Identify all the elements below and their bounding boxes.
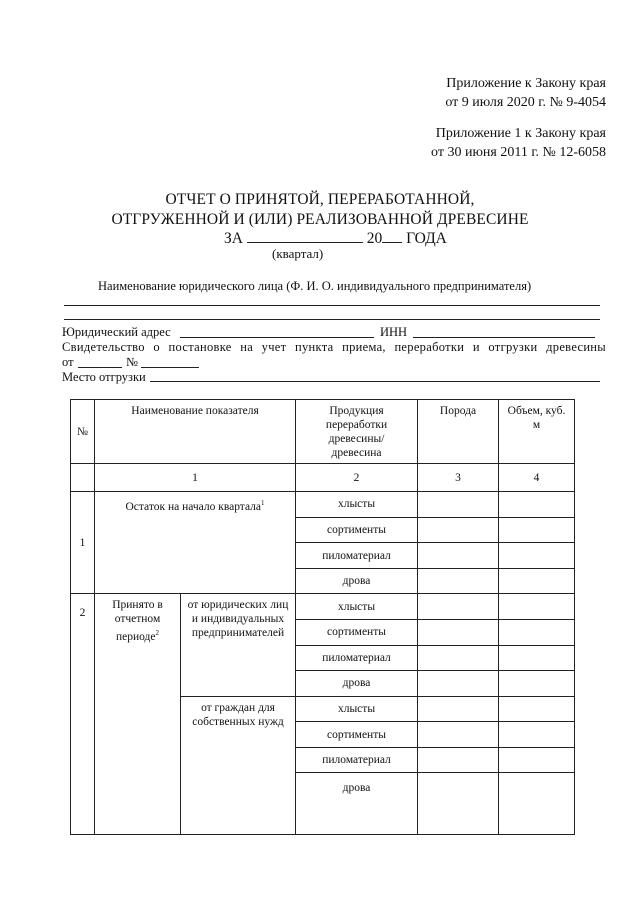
annex-current-line1: Приложение к Закону края xyxy=(446,76,606,91)
row2-sub1-volume-cell-3[interactable] xyxy=(499,645,575,671)
row2-sub2-species-cell-1[interactable] xyxy=(418,696,499,722)
row1-volume-cell-4[interactable] xyxy=(499,568,575,594)
row1-name xyxy=(95,492,296,594)
row2-sub1-volume-cell-1[interactable] xyxy=(499,594,575,620)
colnum-2: 2 xyxy=(296,464,418,492)
report-period-line xyxy=(224,228,447,249)
header-species: Порода xyxy=(418,400,499,464)
row2-name-text: Принято в отчетном периоде xyxy=(112,599,163,644)
row2-sub1-product-4: дрова xyxy=(296,671,418,697)
year-prefix: 20 xyxy=(366,230,383,247)
row1-volume-cell-3[interactable] xyxy=(499,543,575,569)
scan-artifact xyxy=(296,0,396,5)
row2-sub1-species-cell-1[interactable] xyxy=(418,594,499,620)
row2-sub1-product-1: хлысты xyxy=(296,594,418,620)
entity-name-field-2[interactable] xyxy=(64,319,600,320)
row1-num: 1 xyxy=(71,492,95,594)
shipment-place-label: Место отгрузки xyxy=(62,370,146,384)
header-num: № xyxy=(71,400,95,464)
annex-current-line2: от 9 июля 2020 г. № 9-4054 xyxy=(445,95,606,110)
row1-footnote: 1 xyxy=(261,499,265,508)
cert-from-label: от xyxy=(62,355,74,369)
row1-product-1: хлысты xyxy=(296,492,418,518)
row2-sub1-volume-cell-4[interactable] xyxy=(499,671,575,697)
row2-sub1-species-cell-4[interactable] xyxy=(418,671,499,697)
shipment-place-field[interactable] xyxy=(150,381,600,382)
annex-original-line1: Приложение 1 к Закону края xyxy=(435,126,606,141)
cert-date-field[interactable] xyxy=(78,367,122,368)
report-table xyxy=(70,399,575,835)
row1-product-2: сортименты xyxy=(296,517,418,543)
header-volume: Объем, куб. м xyxy=(499,400,575,464)
row1-volume-cell-1[interactable] xyxy=(499,492,575,518)
row2-name xyxy=(95,594,181,835)
row2-sub1-name: от юридических лиц и индивидуальных предпринимателей xyxy=(181,594,296,696)
report-title-line2: ОТГРУЖЕННОЙ И (ИЛИ) РЕАЛИЗОВАННОЙ ДРЕВЕСИНЕ xyxy=(111,211,529,228)
row1-product-4: дрова xyxy=(296,568,418,594)
inn-label: ИНН xyxy=(380,325,408,339)
row2-sub1-species-cell-3[interactable] xyxy=(418,645,499,671)
annex-original-line2: от 30 июня 2011 г. № 12-6058 xyxy=(431,145,606,160)
row2-sub2-volume-cell-1[interactable] xyxy=(499,696,575,722)
certificate-label: Свидетельство о постановке на учет пункта приема, переработки и отгрузки древесины xyxy=(62,340,606,354)
row2-sub2-product-3: пиломатериал xyxy=(296,747,418,773)
row2-num: 2 xyxy=(71,594,95,835)
row2-sub1-product-2: сортименты xyxy=(296,619,418,645)
legal-address-label: Юридический адрес xyxy=(62,325,171,339)
god-label: ГОДА xyxy=(406,230,447,247)
row1-volume-cell-2[interactable] xyxy=(499,517,575,543)
za-label: ЗА xyxy=(224,230,243,247)
row2-sub2-species-cell-4[interactable] xyxy=(418,773,499,835)
year-field[interactable] xyxy=(382,228,402,243)
row2-sub1-volume-cell-2[interactable] xyxy=(499,619,575,645)
header-indicator: Наименование показателя xyxy=(95,400,296,464)
quarter-field[interactable] xyxy=(247,228,363,243)
row2-sub2-volume-cell-3[interactable] xyxy=(499,747,575,773)
row2-sub2-product-4: дрова xyxy=(296,773,418,835)
report-title-line1: ОТЧЕТ О ПРИНЯТОЙ, ПЕРЕРАБОТАННОЙ, xyxy=(165,191,475,208)
row1-species-cell-1[interactable] xyxy=(418,492,499,518)
quarter-hint: (квартал) xyxy=(272,246,324,261)
colnum-1: 1 xyxy=(95,464,296,492)
row2-sub2-species-cell-2[interactable] xyxy=(418,722,499,748)
row1-product-3: пиломатериал xyxy=(296,543,418,569)
row2-sub2-species-cell-3[interactable] xyxy=(418,747,499,773)
table-row xyxy=(71,594,575,620)
row2-sub2-volume-cell-2[interactable] xyxy=(499,722,575,748)
legal-address-field[interactable] xyxy=(180,337,374,338)
row2-sub2-product-2: сортименты xyxy=(296,722,418,748)
entity-name-field-1[interactable] xyxy=(64,305,600,306)
annex-current xyxy=(445,74,606,112)
colnum-4: 4 xyxy=(499,464,575,492)
header-product: Продукция переработки древесины/ древесина xyxy=(296,400,418,464)
header-row xyxy=(71,400,575,464)
row2-sub1-species-cell-2[interactable] xyxy=(418,619,499,645)
row2-sub2-volume-cell-4[interactable] xyxy=(499,773,575,835)
column-number-row xyxy=(71,464,575,492)
row2-footnote: 2 xyxy=(155,629,160,638)
cert-number-field[interactable] xyxy=(141,367,199,368)
annex-original xyxy=(431,124,606,162)
colnum-3: 3 xyxy=(418,464,499,492)
row2-sub2-product-1: хлысты xyxy=(296,696,418,722)
cert-number-label: № xyxy=(126,355,138,369)
colnum-empty xyxy=(71,464,95,492)
row2-sub1-product-3: пиломатериал xyxy=(296,645,418,671)
row1-species-cell-4[interactable] xyxy=(418,568,499,594)
row1-name-text: Остаток на начало квартала xyxy=(125,500,262,513)
inn-field[interactable] xyxy=(413,337,595,338)
row1-species-cell-3[interactable] xyxy=(418,543,499,569)
entity-name-label: Наименование юридического лица (Ф. И. О. индивидуального предпринимателя) xyxy=(98,279,532,293)
table-row xyxy=(71,492,575,518)
row1-species-cell-2[interactable] xyxy=(418,517,499,543)
row2-sub2-name: от граждан для собственных нужд xyxy=(181,696,296,834)
